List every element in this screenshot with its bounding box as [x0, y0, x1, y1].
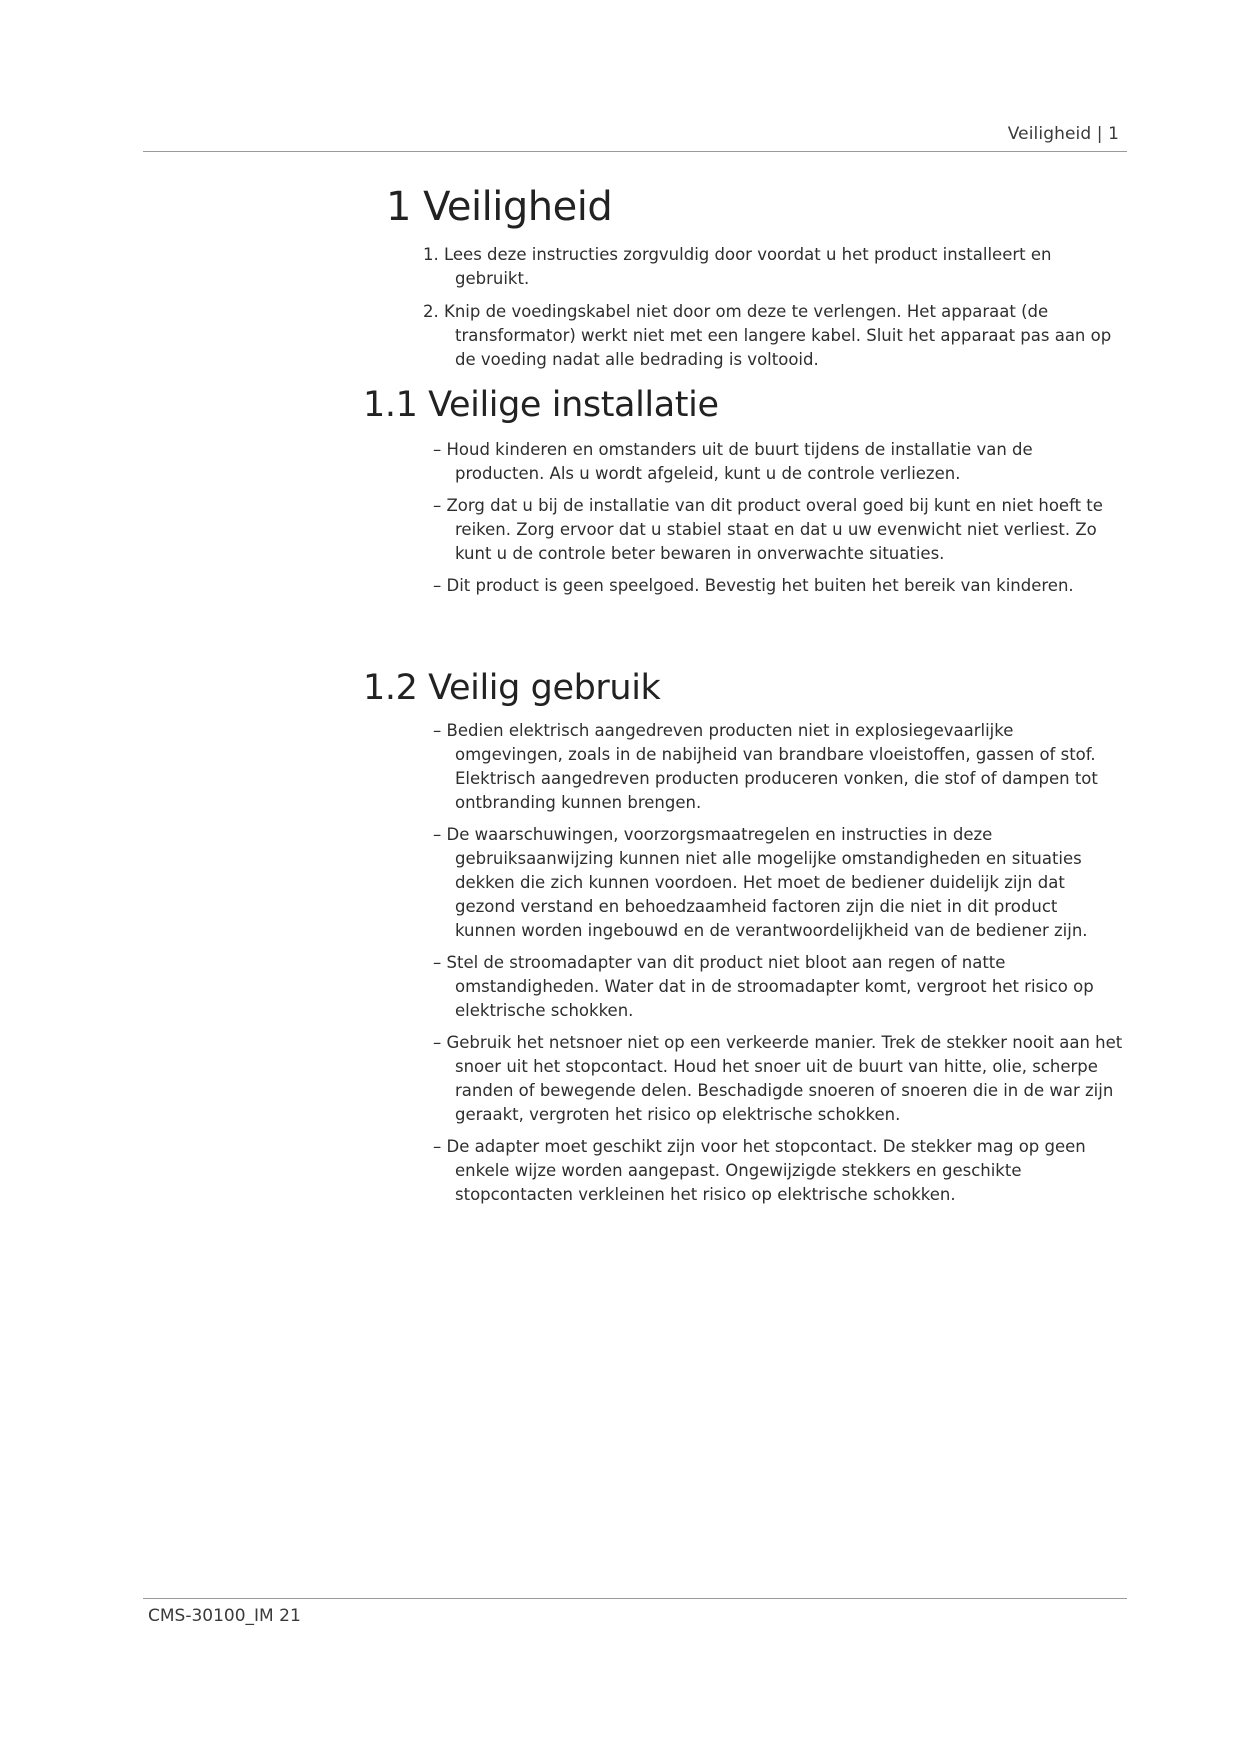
- list-item: [433, 1031, 1123, 1127]
- numbered-list: [423, 243, 1123, 381]
- list-item: [423, 243, 1123, 291]
- list-item-text: Lees deze instructies zorgvuldig door voordat u het product installeert en gebruikt.: [444, 245, 1052, 288]
- header-divider: [143, 151, 1127, 152]
- list-item-text: Zorg dat u bij de installatie van dit product overal goed bij kunt en niet hoeft te reiken. Zorg ervoor dat u stabiel staat en dat u uw evenwicht niet verliest. Zo kunt u de controle beter bewaren in onverwachte situaties.: [446, 496, 1103, 563]
- list-item-text: Dit product is geen speelgoed. Bevestig het buiten het bereik van kinderen.: [446, 576, 1074, 595]
- list-marker: –: [433, 825, 447, 844]
- list-item: [433, 574, 1123, 598]
- list-item-text: Gebruik het netsnoer niet op een verkeerde manier. Trek de stekker nooit aan het snoer uit het stopcontact. Houd het snoer uit de buurt van hitte, olie, scherpe randen of bewegende delen. Beschadigde snoeren of snoeren die in de war zijn geraakt, vergroten het risico op elektrische schokken.: [446, 1033, 1123, 1124]
- list-item-text: Bedien elektrisch aangedreven producten niet in explosiegevaarlijke omgevingen, zoals in de nabijheid van brandbare vloeistoffen, gassen of stof. Elektrisch aangedreven producten produceren vonken, die stof of dampen tot ontbranding kunnen brengen.: [446, 721, 1098, 812]
- list-marker: –: [433, 953, 447, 972]
- section-title-veiligheid: 1 Veiligheid: [386, 184, 613, 230]
- list-marker: –: [433, 1033, 447, 1052]
- list-item: [433, 438, 1123, 486]
- list-item-text: Stel de stroomadapter van dit product niet bloot aan regen of natte omstandigheden. Water dat in de stroomadapter komt, vergroot het risico op elektrische schokken.: [446, 953, 1094, 1020]
- list-item-text: Knip de voedingskabel niet door om deze te verlengen. Het apparaat (de transformator) werkt niet met een langere kabel. Sluit het apparaat pas aan op de voeding nadat alle bedrading is voltooid.: [444, 302, 1112, 369]
- list-item: [433, 719, 1123, 815]
- running-header: Veiligheid | 1: [1007, 124, 1119, 144]
- list-item: [433, 494, 1123, 566]
- list-item: [423, 300, 1123, 372]
- list-item: [433, 823, 1123, 943]
- installation-list: [433, 438, 1123, 606]
- list-marker: –: [433, 440, 447, 459]
- section-title-veilige-installatie: 1.1 Veilige installatie: [363, 385, 719, 425]
- list-marker: –: [433, 721, 447, 740]
- usage-list: [433, 719, 1123, 1215]
- list-item-text: Houd kinderen en omstanders uit de buurt tijdens de installatie van de producten. Als u wordt afgeleid, kunt u de controle verliezen.: [446, 440, 1033, 483]
- section-title-veilig-gebruik: 1.2 Veilig gebruik: [363, 668, 661, 708]
- document-code: CMS-30100_IM 21: [148, 1606, 301, 1626]
- list-item-text: De waarschuwingen, voorzorgsmaatregelen en instructies in deze gebruiksaanwijzing kunnen niet alle mogelijke omstandigheden en situaties dekken die zich kunnen voordoen. Het moet de bediener duidelijk zijn dat gezond verstand en behoedzaamheid factoren zijn die niet in dit product kunnen worden ingebouwd en de verantwoordelijkheid van de bediener zijn.: [446, 825, 1088, 940]
- list-marker: –: [433, 576, 447, 595]
- list-marker: –: [433, 1137, 447, 1156]
- list-item: [433, 1135, 1123, 1207]
- list-item-text: De adapter moet geschikt zijn voor het stopcontact. De stekker mag op geen enkele wijze worden aangepast. Ongewijzigde stekkers en geschikte stopcontacten verkleinen het risico op elektrische schokken.: [446, 1137, 1086, 1204]
- footer-divider: [143, 1598, 1127, 1599]
- list-item: [433, 951, 1123, 1023]
- list-marker: –: [433, 496, 447, 515]
- list-marker: 2.: [423, 302, 444, 321]
- list-marker: 1.: [423, 245, 444, 264]
